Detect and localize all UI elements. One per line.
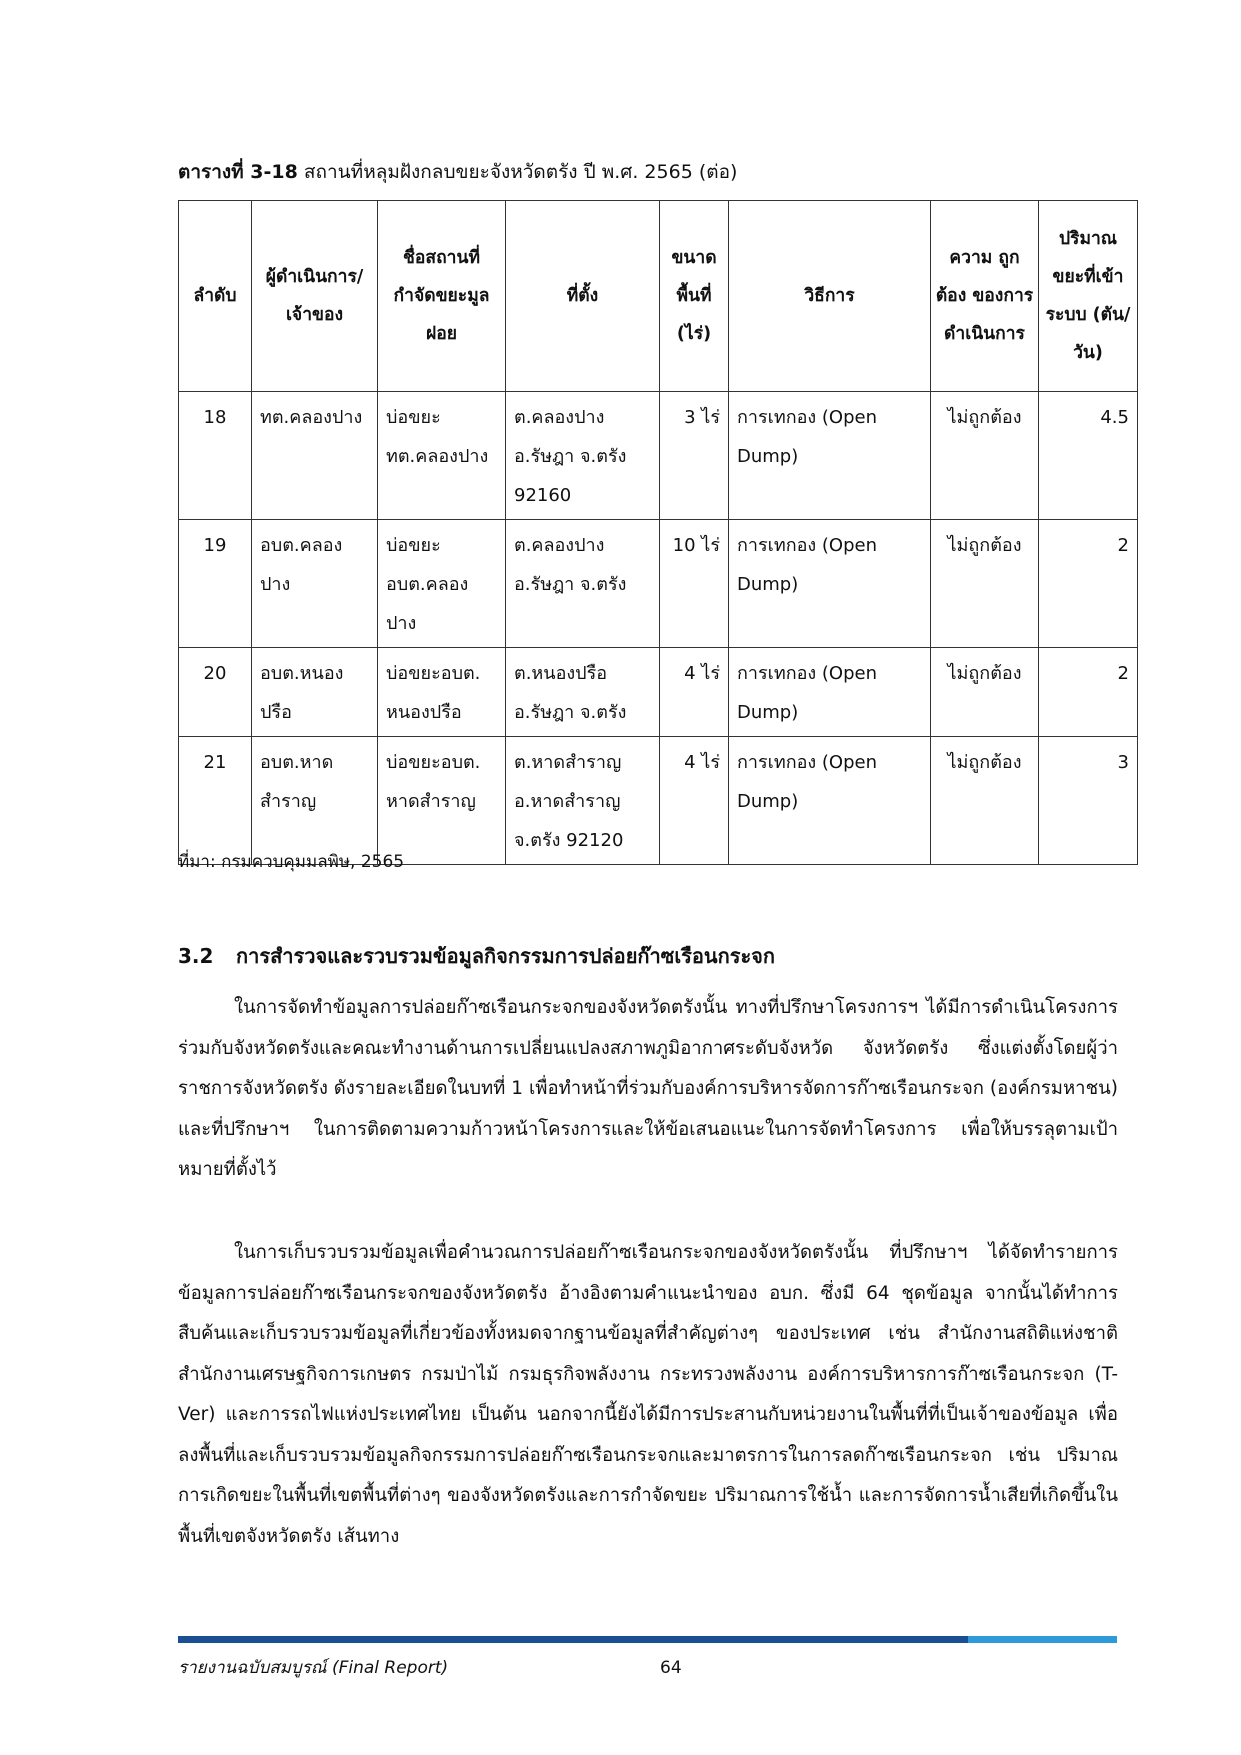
cell-area: 10 ไร่	[660, 520, 729, 648]
header-order: ลำดับ	[179, 201, 252, 392]
table-row	[179, 648, 1138, 737]
cell-correctness: ไม่ถูกต้อง	[931, 648, 1039, 737]
cell-operator: อบต.คลองปาง	[252, 520, 378, 648]
table-caption-number: ตารางที่ 3-18	[178, 161, 298, 183]
header-operator: ผู้ดำเนินการ/ เจ้าของ	[252, 201, 378, 392]
header-location: ที่ตั้ง	[506, 201, 660, 392]
table-header-row	[179, 201, 1138, 392]
cell-method: การเทกอง (Open Dump)	[729, 392, 931, 520]
section-title: การสำรวจและรวบรวมข้อมูลกิจกรรมการปล่อยก๊าซเรือนกระจก	[236, 944, 776, 968]
header-method: วิธีการ	[729, 201, 931, 392]
cell-location: ต.หาดสำราญ อ.หาดสำราญ จ.ตรัง 92120	[506, 737, 660, 865]
cell-site-name: บ่อขยะอบต. หนองปรือ	[378, 648, 506, 737]
header-area: ขนาด พื้นที่ (ไร่)	[660, 201, 729, 392]
footer-rule-dark	[178, 1636, 968, 1643]
table-row	[179, 520, 1138, 648]
cell-site-name: บ่อขยะ อบต.คลองปาง	[378, 520, 506, 648]
cell-operator: อบต.หาดสำราญ	[252, 737, 378, 865]
body-paragraph-2: ในการเก็บรวบรวมข้อมูลเพื่อคำนวณการปล่อยก๊าซเรือนกระจกของจังหวัดตรังนั้น ที่ปรึกษาฯ ได้จัดทำรายการข้อมูลการปล่อยก๊าซเรือนกระจกของจังหวัดตรัง อ้างอิงตามคำแนะนำของ อบก. ซึ่งมี 64 ชุดข้อมูล จากนั้นได้ทำการสืบค้นและเก็บรวบรวมข้อมูลที่เกี่ยวข้องทั้งหมดจากฐานข้อมูลที่สำคัญต่างๆ ของประเทศ เช่น สำนักงานสถิติแห่งชาติ สำนักงานเศรษฐกิจการเกษตร กรมป่าไม้ กรมธุรกิจพลังงาน กระทรวงพลังงาน องค์การบริหารการก๊าซเรือนกระจก (T-Ver) และการรถไฟแห่งประเทศไทย เป็นต้น นอกจากนี้ยังได้มีการประสานกับหน่วยงานในพื้นที่ที่เป็นเจ้าของข้อมูล เพื่อลงพื้นที่และเก็บรวบรวมข้อมูลกิจกรรมการปล่อยก๊าซเรือนกระจกและมาตรการในการลดก๊าซเรือนกระจก เช่น ปริมาณการเกิดขยะในพื้นที่เขตพื้นที่ต่างๆ ของจังหวัดตรังและการกำจัดขยะ ปริมาณการใช้น้ำ และการจัดการน้ำเสียที่เกิดขึ้นในพื้นที่เขตจังหวัดตรัง เส้นทาง	[178, 1242, 1118, 1547]
cell-waste-amount: 2	[1039, 520, 1138, 648]
cell-location: ต.คลองปาง อ.รัษฎา จ.ตรัง	[506, 520, 660, 648]
header-site-name: ชื่อสถานที่ กำจัดขยะมูล ฝอย	[378, 201, 506, 392]
cell-order: 18	[179, 392, 252, 520]
table-row	[179, 392, 1138, 520]
cell-location: ต.คลองปาง อ.รัษฎา จ.ตรัง 92160	[506, 392, 660, 520]
cell-correctness: ไม่ถูกต้อง	[931, 737, 1039, 865]
cell-area: 4 ไร่	[660, 648, 729, 737]
footer-rule-light	[968, 1636, 1117, 1643]
header-waste-amount: ปริมาณ ขยะที่เข้า ระบบ (ตัน/วัน)	[1039, 201, 1138, 392]
cell-method: การเทกอง (Open Dump)	[729, 737, 931, 865]
table-caption	[178, 158, 1078, 186]
cell-site-name: บ่อขยะทต.คลองปาง	[378, 392, 506, 520]
cell-operator: อบต.หนองปรือ	[252, 648, 378, 737]
cell-order: 20	[179, 648, 252, 737]
section-number: 3.2	[178, 944, 214, 968]
cell-correctness: ไม่ถูกต้อง	[931, 392, 1039, 520]
footer-report-title: รายงานฉบับสมบูรณ์ (Final Report)	[178, 1658, 449, 1678]
cell-area: 4 ไร่	[660, 737, 729, 865]
table-row	[179, 737, 1138, 865]
table-source-note: ที่มา: กรมควบคุมมลพิษ, 2565	[178, 852, 405, 872]
section-heading	[178, 940, 775, 972]
cell-method: การเทกอง (Open Dump)	[729, 648, 931, 737]
cell-order: 21	[179, 737, 252, 865]
cell-waste-amount: 3	[1039, 737, 1138, 865]
landfill-table	[178, 200, 1138, 865]
page-number: 64	[660, 1658, 682, 1678]
table-caption-text: สถานที่หลุมฝังกลบขยะจังหวัดตรัง ปี พ.ศ. 2565 (ต่อ)	[303, 161, 738, 183]
cell-method: การเทกอง (Open Dump)	[729, 520, 931, 648]
cell-site-name: บ่อขยะอบต. หาดสำราญ	[378, 737, 506, 865]
body-paragraph-1: ในการจัดทำข้อมูลการปล่อยก๊าซเรือนกระจกของจังหวัดตรังนั้น ทางที่ปรึกษาโครงการฯ ได้มีการดำเนินโครงการร่วมกับจังหวัดตรังและคณะทำงานด้านการเปลี่ยนแปลงสภาพภูมิอากาศระดับจังหวัด จังหวัดตรัง ซึ่งแต่งตั้งโดยผู้ว่าราชการจังหวัดตรัง ดังรายละเอียดในบทที่ 1 เพื่อทำหน้าที่ร่วมกับองค์การบริหารจัดการก๊าซเรือนกระจก (องค์กรมหาชน) และที่ปรึกษาฯ ในการติดตามความก้าวหน้าโครงการและให้ข้อเสนอแนะในการจัดทำโครงการ เพื่อให้บรรลุตามเป้าหมายที่ตั้งไว้	[178, 997, 1118, 1180]
cell-location: ต.หนองปรือ อ.รัษฎา จ.ตรัง	[506, 648, 660, 737]
header-correctness: ความ ถูกต้อง ของการ ดำเนินการ	[931, 201, 1039, 392]
cell-order: 19	[179, 520, 252, 648]
footer-rule	[178, 1636, 1117, 1643]
cell-correctness: ไม่ถูกต้อง	[931, 520, 1039, 648]
cell-area: 3 ไร่	[660, 392, 729, 520]
cell-waste-amount: 4.5	[1039, 392, 1138, 520]
cell-waste-amount: 2	[1039, 648, 1138, 737]
cell-operator: ทต.คลองปาง	[252, 392, 378, 520]
